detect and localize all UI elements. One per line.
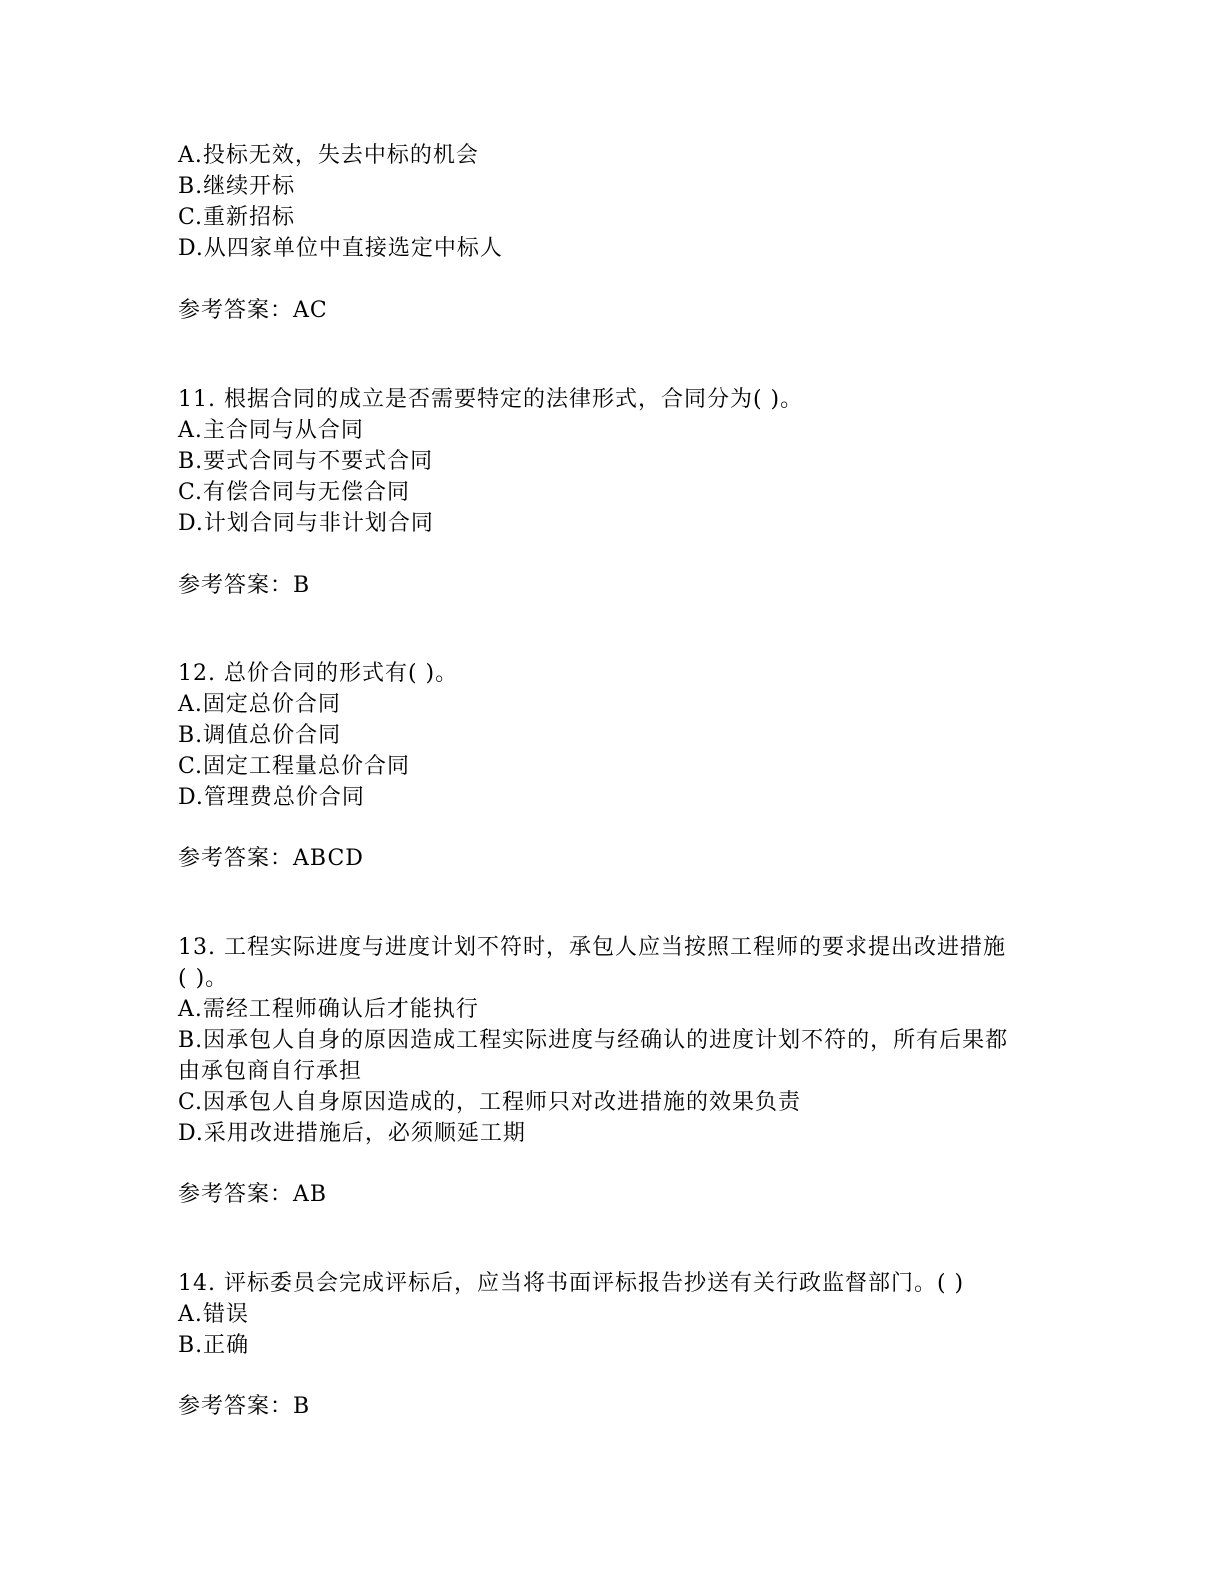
answer-line: 参考答案：AC <box>178 298 328 323</box>
option-c: C.重新招标 <box>178 205 296 230</box>
q12-answer: 参考答案：ABCD <box>178 846 364 871</box>
option-b: B.继续开标 <box>178 174 296 199</box>
q13-option-c: C.因承包人自身原因造成的，工程师只对改进措施的效果负责 <box>178 1090 802 1115</box>
option-a: A.投标无效，失去中标的机会 <box>178 143 479 168</box>
q12-option-d: D.管理费总价合同 <box>178 785 365 810</box>
q11-option-a: A.主合同与从合同 <box>178 418 364 443</box>
question-14: 14. 评标委员会完成评标后，应当将书面评标报告抄送有关行政监督部门。( ) <box>178 1271 965 1296</box>
q14-option-a: A.错误 <box>178 1302 249 1327</box>
question-13-line2: ( )。 <box>178 966 229 991</box>
question-12: 12. 总价合同的形式有( )。 <box>178 661 459 686</box>
q11-option-d: D.计划合同与非计划合同 <box>178 511 434 536</box>
q12-option-b: B.调值总价合同 <box>178 723 342 748</box>
question-11: 11. 根据合同的成立是否需要特定的法律形式，合同分为( )。 <box>178 387 804 412</box>
q13-option-d: D.采用改进措施后，必须顺延工期 <box>178 1121 526 1146</box>
q11-answer: 参考答案：B <box>178 573 311 598</box>
question-13-line1: 13. 工程实际进度与进度计划不符时，承包人应当按照工程师的要求提出改进措施 <box>178 935 1006 960</box>
q14-option-b: B.正确 <box>178 1333 250 1358</box>
q13-answer: 参考答案：AB <box>178 1182 328 1207</box>
q12-option-c: C.固定工程量总价合同 <box>178 754 411 779</box>
q12-option-a: A.固定总价合同 <box>178 692 341 717</box>
q13-option-b-continued: 由承包商自行承担 <box>178 1059 363 1084</box>
q13-option-b: B.因承包人自身的原因造成工程实际进度与经确认的进度计划不符的，所有后果都 <box>178 1028 1009 1053</box>
q11-option-b: B.要式合同与不要式合同 <box>178 449 434 474</box>
q11-option-c: C.有偿合同与无偿合同 <box>178 480 411 505</box>
q13-option-a: A.需经工程师确认后才能执行 <box>178 997 479 1022</box>
option-d: D.从四家单位中直接选定中标人 <box>178 236 503 261</box>
q14-answer: 参考答案：B <box>178 1394 311 1419</box>
